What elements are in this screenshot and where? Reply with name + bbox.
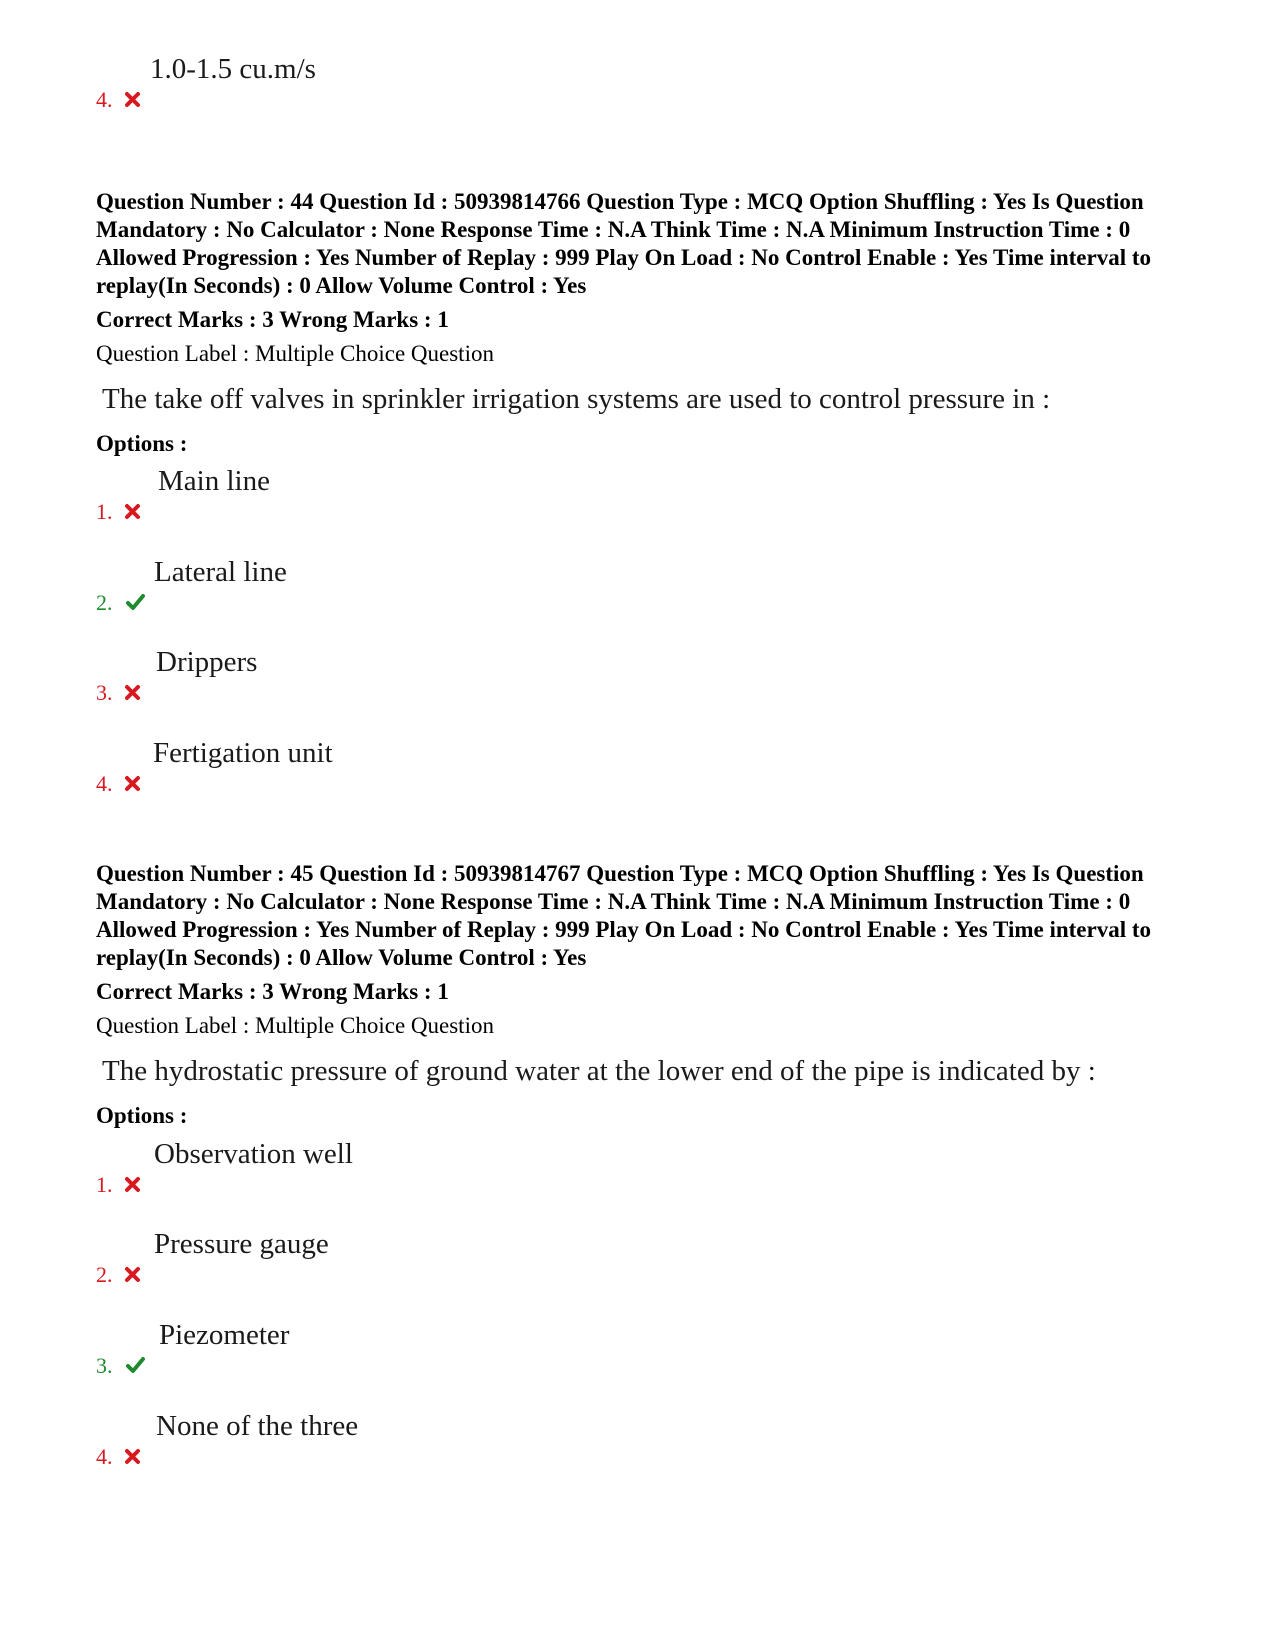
option-text: 1.0-1.5 cu.m/s [150, 53, 316, 85]
options-heading: Options : [96, 1103, 188, 1128]
option-text: Fertigation unit [153, 737, 333, 769]
option-number: 4. [96, 1444, 113, 1469]
cross-icon [124, 683, 142, 701]
q45-option-1 [96, 1137, 796, 1197]
option-number: 1. [96, 1172, 113, 1197]
option-number: 4. [96, 87, 113, 112]
option-text: Pressure gauge [154, 1228, 329, 1260]
prev-option-4 [96, 52, 796, 112]
question-text: The hydrostatic pressure of ground water at the lower end of the pipe is indicated by : [102, 1055, 1096, 1087]
q45-option-2 [96, 1227, 796, 1287]
check-icon [124, 593, 146, 611]
cross-icon [124, 1447, 142, 1465]
q45-option-3 [96, 1318, 796, 1378]
question-meta: Question Number : 45 Question Id : 50939814767 Question Type : MCQ Option Shuffling : Yes Is Question Mandatory : No Calculator : None Response Time : N.A Think Time : N.A Minimum Instruction Time : 0 Allowed Progression : Yes Number of Replay : 999 Play On Load : No Control Enable : Yes Time interval to replay(In Seconds) : 0 Allow Volume Control : Yes [96, 861, 1152, 970]
q45-option-4 [96, 1409, 796, 1469]
question-marks: Correct Marks : 3 Wrong Marks : 1 [96, 979, 449, 1004]
question-label: Question Label : Multiple Choice Question [96, 341, 494, 366]
question-45 [96, 860, 1186, 1130]
option-text: Observation well [154, 1138, 353, 1170]
question-text: The take off valves in sprinkler irrigation systems are used to control pressure in : [102, 383, 1051, 415]
question-meta: Question Number : 44 Question Id : 50939814766 Question Type : MCQ Option Shuffling : Yes Is Question Mandatory : No Calculator : None Response Time : N.A Think Time : N.A Minimum Instruction Time : 0 Allowed Progression : Yes Number of Replay : 999 Play On Load : No Control Enable : Yes Time interval to replay(In Seconds) : 0 Allow Volume Control : Yes [96, 189, 1152, 298]
option-text: Piezometer [159, 1319, 290, 1351]
check-icon [124, 1356, 146, 1374]
cross-icon [124, 90, 142, 108]
option-text: None of the three [156, 1410, 359, 1442]
cross-icon [124, 502, 142, 520]
cross-icon [124, 774, 142, 792]
option-number: 2. [96, 590, 113, 615]
option-number: 3. [96, 1353, 113, 1378]
option-number: 2. [96, 1262, 113, 1287]
cross-icon [124, 1175, 142, 1193]
q44-option-3 [96, 645, 796, 705]
option-text: Main line [158, 465, 270, 497]
option-number: 1. [96, 499, 113, 524]
option-number: 3. [96, 680, 113, 705]
cross-icon [124, 1265, 142, 1283]
q44-option-4 [96, 736, 796, 796]
option-text: Lateral line [154, 556, 287, 588]
q44-option-2 [96, 555, 796, 615]
question-marks: Correct Marks : 3 Wrong Marks : 1 [96, 307, 449, 332]
option-text: Drippers [156, 646, 258, 678]
options-heading: Options : [96, 431, 188, 456]
question-44 [96, 188, 1186, 458]
question-label: Question Label : Multiple Choice Question [96, 1013, 494, 1038]
q44-option-1 [96, 464, 796, 524]
option-number: 4. [96, 771, 113, 796]
